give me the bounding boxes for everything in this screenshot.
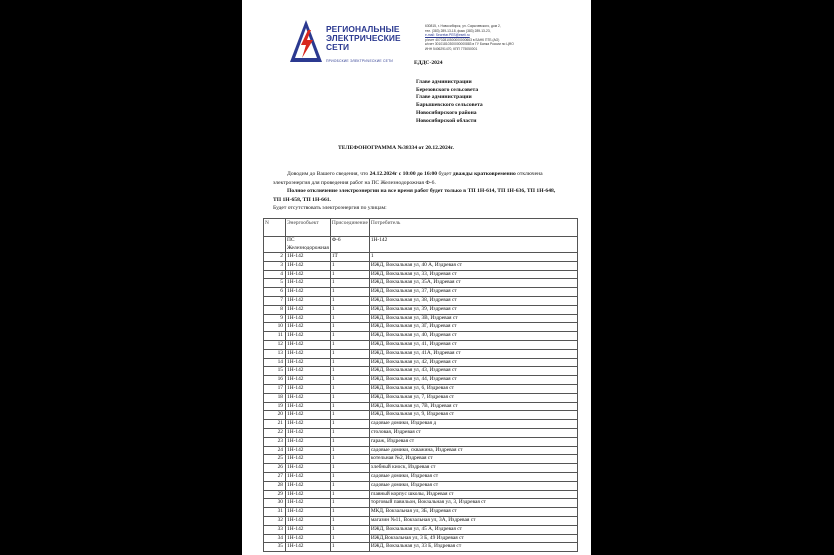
table-cell: 33: [264, 525, 286, 534]
table-cell: 1Н-142: [286, 323, 331, 332]
table-cell: 1: [330, 323, 369, 332]
table-cell: 12: [264, 340, 286, 349]
recipient-line: Новосибирской области: [416, 117, 477, 124]
table-cell: 22: [264, 428, 286, 437]
table-cell: торговый павильон, Вокзальная ул, 3, Издревая ст: [369, 499, 577, 508]
table-header-row: [264, 219, 578, 237]
table-cell: 1: [330, 428, 369, 437]
table-cell: ИЖД, Вокзальная ул, 40 А, Издревая ст: [369, 261, 577, 270]
table-cell: 1Н-142: [286, 516, 331, 525]
table-row: [264, 270, 578, 279]
table-cell: ИЖД, Вокзальная ул, 43, Издревая ст: [369, 367, 577, 376]
table-cell: 1: [330, 288, 369, 297]
table-cell: 1: [330, 358, 369, 367]
body-paragraph-3: Будет отсутствовать электроэнергия по улицам:: [273, 205, 387, 212]
table-cell: 1: [330, 543, 369, 552]
table-cell: ИЖД, Вокзальная ул, 41А, Издревая ст: [369, 349, 577, 358]
table-cell: 1Н-142: [286, 296, 331, 305]
table-cell: 1Н-142: [286, 411, 331, 420]
table-row: [264, 261, 578, 270]
table-cell: садовые домики, скважина, Издревая ст: [369, 446, 577, 455]
table-cell: 5: [264, 279, 286, 288]
table-cell: 26: [264, 464, 286, 473]
table-cell: 8: [264, 305, 286, 314]
table-row: [264, 253, 578, 262]
table-cell: ИЖД, Вокзальная ул, 6, Издревая ст: [369, 384, 577, 393]
table-cell: 1: [330, 279, 369, 288]
table-cell: 23: [264, 437, 286, 446]
table-cell: 1: [330, 516, 369, 525]
table-row: [264, 288, 578, 297]
registration-stamp: ЕДДС-2024: [414, 60, 443, 66]
table-cell: ИЖД, Вокзальная ул, 33, Издревая ст: [369, 270, 577, 279]
table-cell: 24: [264, 446, 286, 455]
table-cell: 13: [264, 349, 286, 358]
contact-line: ИНН 5406291470, КПП 775050001: [425, 46, 478, 51]
table-cell: 21: [264, 420, 286, 429]
table-cell: 1Н-142: [286, 288, 331, 297]
table-cell: Ф-6: [330, 237, 369, 253]
table-row: [264, 472, 578, 481]
table-cell: 32: [264, 516, 286, 525]
header-cell: Энергообъект: [286, 219, 331, 237]
table-row: [264, 323, 578, 332]
table-cell: ИЖД, Вокзальная ул, 9, Издревая ст: [369, 411, 577, 420]
table-row: [264, 367, 578, 376]
table-cell: 1Н-142: [286, 464, 331, 473]
table-cell: 31: [264, 508, 286, 517]
table-cell: [264, 237, 286, 253]
recipient-block: [416, 79, 483, 125]
table-cell: 1Н-142: [286, 393, 331, 402]
recipient-line: Главе администрации: [416, 94, 472, 101]
table-cell: МКД, Вокзальная ул, 3Б, Издревая ст: [369, 508, 577, 517]
table-cell: ИЖД, Вокзальная ул, 39, Издревая ст: [369, 305, 577, 314]
recipient-line: Березовского сельсовета: [416, 86, 479, 93]
table-cell: 1Н-142: [286, 340, 331, 349]
table-cell: 1Н-142: [286, 437, 331, 446]
table-cell: 1: [330, 420, 369, 429]
table-cell: ИЖД,Вокзальная ул, 3 Б, 49 Издревая ст: [369, 534, 577, 543]
table-cell: 16: [264, 376, 286, 385]
recipient-line: Новосибирского района: [416, 109, 477, 116]
document-page: [242, 0, 591, 555]
table-cell: ИЖД, Вокзальная ул, 3Г, Издревая ст: [369, 323, 577, 332]
table-cell: 1Н-142: [286, 481, 331, 490]
table-cell: 29: [264, 490, 286, 499]
table-cell: 1Н-142: [286, 525, 331, 534]
table-cell: 1: [330, 464, 369, 473]
contact-line: тел. (383) 289-13-18, факс (383) 289-13-23,: [425, 28, 491, 33]
table-cell: 3: [264, 261, 286, 270]
recipient-line: Главе администрации: [416, 79, 472, 85]
table-row: [264, 490, 578, 499]
table-cell: 30: [264, 499, 286, 508]
header-cell: Потребитель: [369, 219, 577, 237]
table-cell: 1: [330, 508, 369, 517]
table-cell: 15: [264, 367, 286, 376]
table-row: [264, 237, 578, 253]
table-row: [264, 543, 578, 552]
table-cell: 7: [264, 296, 286, 305]
table-cell: 1Н-142: [286, 349, 331, 358]
table-cell: 1Н-142: [286, 472, 331, 481]
table-row: [264, 481, 578, 490]
table-row: [264, 411, 578, 420]
table-cell: 11: [264, 332, 286, 341]
table-row: [264, 437, 578, 446]
table-cell: ИЖД, Вокзальная ул, 37, Издревая ст: [369, 288, 577, 297]
table-cell: 1: [330, 270, 369, 279]
document-title: ТЕЛЕФОНОГРАММА №38334 от 20.12.2024г.: [338, 145, 454, 151]
table-cell: 1Н-142: [286, 314, 331, 323]
table-row: [264, 428, 578, 437]
table-cell: 1: [330, 411, 369, 420]
table-cell: магазин №11, Вокзальная ул, 3А, Издревая ст: [369, 516, 577, 525]
table-cell: 1: [330, 393, 369, 402]
contact-line: 630815, г. Новосибирск, ул. Сарычевского, дом 2,: [425, 24, 501, 28]
table-cell: ИЖД, Вокзальная ул, 44, Издревая ст: [369, 376, 577, 385]
table-cell: 1: [330, 349, 369, 358]
table-cell: хлебный киоск, Издревая ст: [369, 464, 577, 473]
table-cell: ИЖД, Вокзальная ул, 7В, Издревая ст: [369, 402, 577, 411]
table-row: [264, 393, 578, 402]
table-cell: ИЖД, Вокзальная ул, 40, Издревая ст: [369, 332, 577, 341]
table-cell: 1Н-142: [286, 499, 331, 508]
table-row: [264, 525, 578, 534]
table-row: [264, 534, 578, 543]
table-cell: ИЖД, Вокзальная ул, 38, Издревая ст: [369, 296, 577, 305]
header-cell: Присоединение: [330, 219, 369, 237]
table-cell: 1: [330, 332, 369, 341]
table-cell: ИЖД, Вокзальная ул, 42, Издревая ст: [369, 358, 577, 367]
table-cell: 1Н-142: [286, 446, 331, 455]
table-row: [264, 464, 578, 473]
table-cell: ИЖД, Вокзальная ул, 7, Издревая ст: [369, 393, 577, 402]
table-cell: 1Н-142: [286, 332, 331, 341]
table-row: [264, 358, 578, 367]
table-cell: ИЖД, Вокзальная ул, 41, Издревая ст: [369, 340, 577, 349]
table-cell: ИЖД, Вокзальная ул, 33 Б, Издревая ст: [369, 543, 577, 552]
table-cell: ИЖД, Вокзальная ул, 3В, Издревая ст: [369, 314, 577, 323]
table-cell: садовые домики, Издревая ст: [369, 481, 577, 490]
table-row: [264, 314, 578, 323]
recipient-line: Барышевского сельсовета: [416, 102, 483, 109]
table-cell: 1Н-142: [286, 420, 331, 429]
contact-line: р/счет 40702810500000000663 в БАНК ПТБ (АО): [425, 37, 500, 42]
table-cell: 1Н-142: [286, 534, 331, 543]
table-cell: 35: [264, 543, 286, 552]
table-row: [264, 499, 578, 508]
table-cell: 1Н-142: [286, 261, 331, 270]
table-cell: ПС Железнодорожная: [287, 237, 329, 251]
table-cell: 1: [330, 376, 369, 385]
table-row: [264, 340, 578, 349]
table-cell: 1Н-142: [286, 508, 331, 517]
res-logo-icon: [288, 18, 324, 64]
table-cell: 1Н-142: [286, 358, 331, 367]
brand-name: РЕГИОНАЛЬНЫЕ ЭЛЕКТРИЧЕСКИЕ СЕТИ: [326, 24, 401, 52]
table-cell: 1: [330, 261, 369, 270]
table-row: [264, 446, 578, 455]
table-cell: 1: [330, 437, 369, 446]
table-cell: 19: [264, 402, 286, 411]
table-cell: 25: [264, 455, 286, 464]
table-cell: 1Н-142: [286, 279, 331, 288]
table-cell: 1: [330, 534, 369, 543]
table-cell: 14: [264, 358, 286, 367]
table-row: [264, 296, 578, 305]
table-cell: главный корпус школы, Издревая ст: [369, 490, 577, 499]
table-cell: 10: [264, 323, 286, 332]
table-row: [264, 516, 578, 525]
header-cell: N: [264, 219, 286, 237]
table-cell: 1Н-142: [286, 270, 331, 279]
table-cell: садовые домики, Издревая ст: [369, 472, 577, 481]
table-cell: 1Н-142: [286, 305, 331, 314]
table-cell: 1Н-142: [286, 384, 331, 393]
table-cell: 4: [264, 270, 286, 279]
table-cell: 1: [330, 384, 369, 393]
table-cell: 28: [264, 481, 286, 490]
table-row: [264, 376, 578, 385]
table-cell: 1: [330, 455, 369, 464]
table-cell: 1Н-142: [286, 455, 331, 464]
table-row: [264, 402, 578, 411]
table-cell: 1Н-142: [286, 402, 331, 411]
table-cell: 1: [330, 499, 369, 508]
table-row: [264, 279, 578, 288]
table-row: [264, 508, 578, 517]
table-cell: 1Н-142: [286, 543, 331, 552]
table-cell: 1Н-142: [286, 367, 331, 376]
table-row: [264, 420, 578, 429]
table-cell: 18: [264, 393, 286, 402]
contact-block: [425, 24, 585, 52]
table-cell: 6: [264, 288, 286, 297]
table-row: [264, 305, 578, 314]
table-row: [264, 349, 578, 358]
table-cell: садовые домики, Издревая д: [369, 420, 577, 429]
table-cell: 1: [330, 472, 369, 481]
table-cell: 1Н-142: [286, 253, 331, 262]
table-cell: 2: [264, 253, 286, 262]
table-cell: 1Т: [330, 253, 369, 262]
body-paragraph-1: Доводим до Вашего сведения, что 24.12.2024г с 10:00 до 16:00 будет дважды кратковременно отключена электроэнергия для проведения работ на ПС Железнодорожная Ф-6.: [273, 171, 543, 186]
contact-email-link[interactable]: e-mail: Secretar.PES@eseti.ru: [425, 33, 470, 38]
table-cell: 1: [330, 367, 369, 376]
body-paragraph-2: Полное отключение электроэнергии на все время работ будет только в ТП 1Н-614, ТП 1Н-636, ТП 1Н-648, ТП 1Н-658, ТП 1Н-661.: [273, 188, 556, 203]
table-cell: 1: [330, 296, 369, 305]
table-cell: 1: [369, 253, 577, 262]
table-cell: 1: [330, 481, 369, 490]
table-cell: 20: [264, 411, 286, 420]
document-body: [273, 170, 563, 213]
table-cell: 17: [264, 384, 286, 393]
table-cell: 1: [330, 446, 369, 455]
contact-line: к/счет 30101810300000000883 в ГУ Банка России по ЦФО: [425, 42, 514, 47]
table-cell: 1: [330, 490, 369, 499]
table-cell: 1Н-142: [286, 490, 331, 499]
outage-table: [263, 218, 578, 552]
brand-subtitle: ПРИОБСКИЕ ЭЛЕКТРИЧЕСКИЕ СЕТИ: [326, 59, 393, 63]
table-row: [264, 455, 578, 464]
table-cell: 9: [264, 314, 286, 323]
table-cell: котельная №2, Издревая ст: [369, 455, 577, 464]
table-cell: 1: [330, 314, 369, 323]
table-cell: столовая, Издревая ст: [369, 428, 577, 437]
table-cell: ИЖД, Вокзальная ул, 35А, Издревая ст: [369, 279, 577, 288]
table-cell: ИЖД, Вокзальная ул, 45 А, Издревая ст: [369, 525, 577, 534]
table-cell: 34: [264, 534, 286, 543]
table-cell: 1: [330, 340, 369, 349]
table-cell: 27: [264, 472, 286, 481]
table-cell: 1Н-142: [369, 237, 577, 253]
table-cell: гараж, Издревая ст: [369, 437, 577, 446]
table-cell: 1: [330, 402, 369, 411]
table-cell: 1Н-142: [286, 428, 331, 437]
table-cell: 1Н-142: [286, 376, 331, 385]
table-cell: 1: [330, 305, 369, 314]
table-cell: 1: [330, 525, 369, 534]
table-row: [264, 384, 578, 393]
table-row: [264, 332, 578, 341]
